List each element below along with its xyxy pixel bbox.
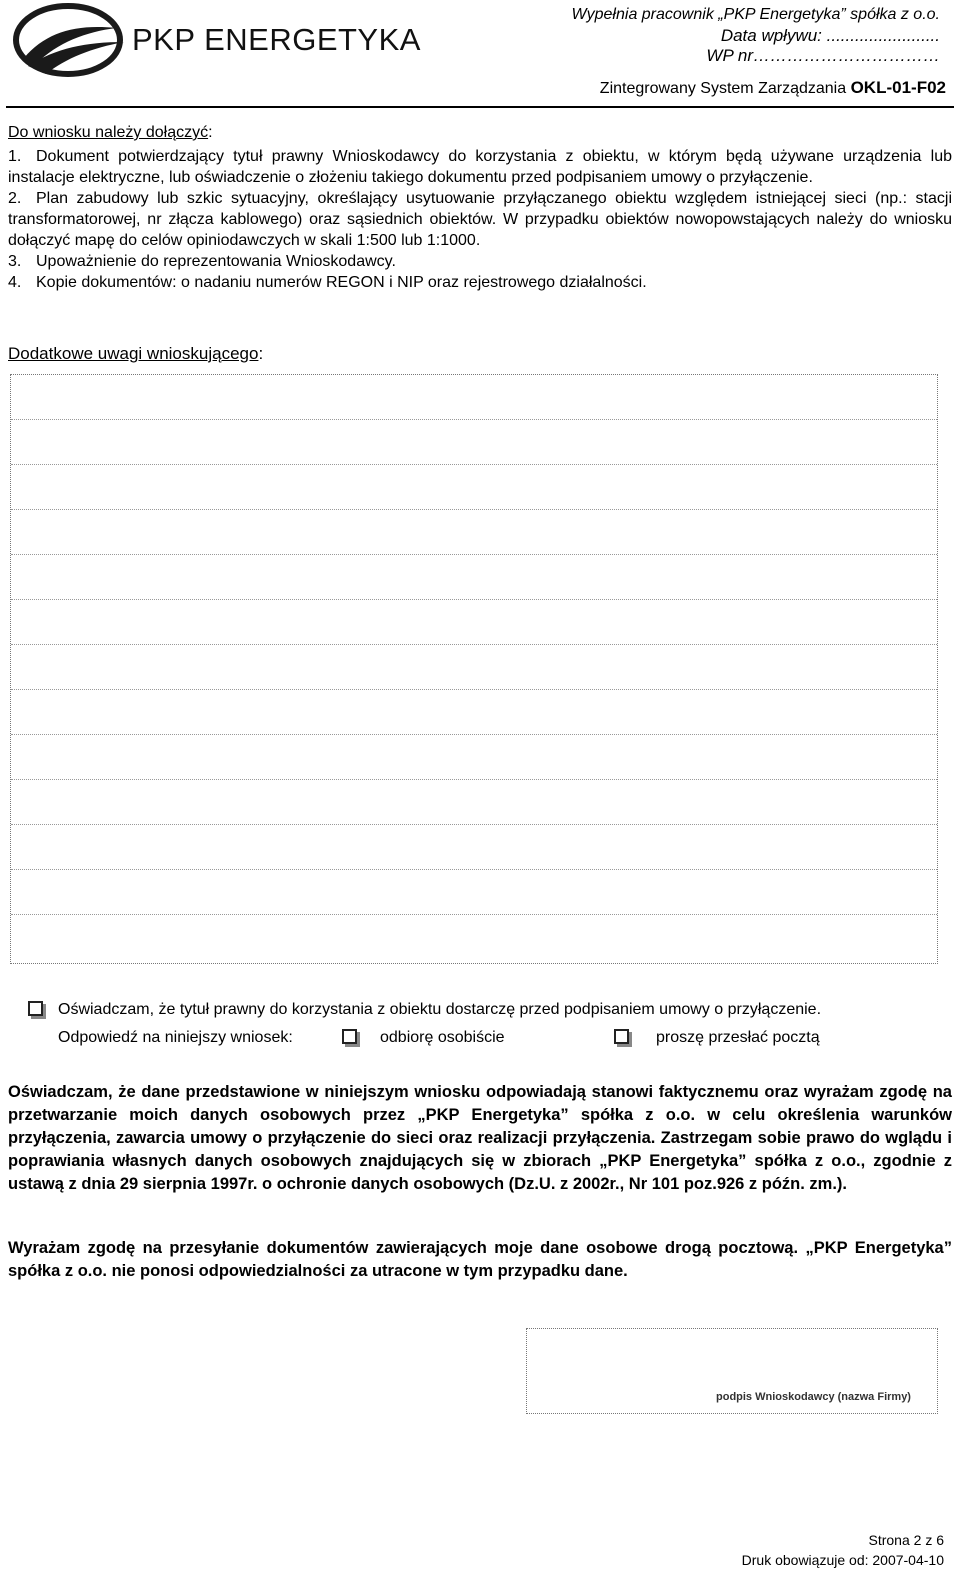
remarks-line — [11, 869, 937, 870]
remarks-textarea[interactable] — [10, 374, 938, 964]
list-item-text: Plan zabudowy lub szkic sytuacyjny, określający usytuowanie przyłączanego obiektu względem istniejącej sieci (np.: stacji transformatorowej, nr złącza kablowego) oraz sąsiednich obiektów. W przypadku obiektów nowopowstających należy do wniosku dołączyć mapę do celów opiniodawczych w skali 1:500 lub 1:1000. — [8, 190, 952, 249]
remarks-line — [11, 599, 937, 600]
remarks-line — [11, 779, 937, 780]
form-code: OKL-01-F02 — [850, 78, 946, 97]
list-item — [8, 146, 952, 188]
pickup-label: odbiorę osobiście — [380, 1029, 505, 1046]
remarks-line — [11, 509, 937, 510]
list-item-number: 4. — [8, 274, 22, 291]
mail-checkbox[interactable] — [614, 1029, 629, 1044]
filled-by-note: Wypełnia pracownik „PKP Energetyka” spółka z o.o. — [571, 6, 940, 23]
attachments-title-text: Do wniosku należy dołączyć — [8, 124, 209, 141]
mail-label: proszę przesłać pocztą — [656, 1029, 820, 1046]
remarks-title-text: Dodatkowe uwagi wnioskującego — [8, 344, 259, 363]
remarks-line — [11, 464, 937, 465]
signature-label: podpis Wnioskodawcy (nazwa Firmy) — [716, 1391, 911, 1403]
list-item-text: Upoważnienie do reprezentowania Wnioskodawcy. — [36, 253, 396, 270]
remarks-line — [11, 824, 937, 825]
remarks-line — [11, 554, 937, 555]
effective-date: Druk obowiązuje od: 2007-04-10 — [741, 1552, 944, 1568]
system-label — [600, 78, 946, 98]
remarks-line — [11, 689, 937, 690]
header-divider — [6, 106, 954, 108]
list-item — [8, 251, 952, 272]
pickup-checkbox[interactable] — [342, 1029, 357, 1044]
title-declaration-checkbox[interactable] — [28, 1001, 43, 1016]
attachments-list — [8, 146, 952, 293]
list-item-number: 2. — [8, 190, 22, 207]
page-number: Strona 2 z 6 — [868, 1532, 944, 1548]
wp-number-field[interactable]: WP nr…………………………… — [706, 46, 940, 65]
remarks-line — [11, 914, 937, 915]
list-item — [8, 188, 952, 251]
response-label: Odpowiedź na niniejszy wniosek: — [58, 1029, 293, 1046]
title-declaration-label: Oświadczam, że tytuł prawny do korzystania z obiektu dostarczę przed podpisaniem umowy o przyłączenie. — [58, 1001, 822, 1018]
list-item-number: 3. — [8, 253, 22, 270]
mail-consent-statement: Wyrażam zgodę na przesyłanie dokumentów zawierających moje dane osobowe drogą pocztową. „PKP Energetyka” spółka z o.o. nie ponosi odpowiedzialności za utracone w tym przypadku dane. — [8, 1239, 952, 1280]
data-processing-statement: Oświadczam, że dane przedstawione w niniejszym wniosku odpowiadają stanowi faktycznemu oraz wyrażam zgodę na przetwarzanie moich danych osobowych przez „PKP Energetyka” spółka z o.o. w celu określenia warunków przyłączenia, zawarcia umowy o przyłączenie do sieci oraz realizacji przyłączenia. Zastrzegam sobie prawo do wglądu i poprawiania własnych danych osobowych znajdujących się w zbiorach „PKP Energetyka” spółka z o.o., zgodnie z ustawą z dnia 29 sierpnia 1997r. o ochronie danych osobowych (Dz.U. z 2002r., Nr 101 poz.926 z późn. zm.). — [8, 1083, 952, 1193]
attachments-title: Do wniosku należy dołączyć: — [8, 124, 213, 141]
remarks-title: Dodatkowe uwagi wnioskującego: — [8, 344, 264, 363]
logo-wordmark: PKP ENERGETYKA — [132, 22, 421, 57]
remarks-line — [11, 419, 937, 420]
remarks-line — [11, 734, 937, 735]
system-label-text: Zintegrowany System Zarządzania — [599, 80, 847, 97]
date-received-field[interactable]: Data wpływu: ........................ — [720, 26, 940, 45]
list-item-text: Kopie dokumentów: o nadaniu numerów REGON i NIP oraz rejestrowego działalności. — [36, 274, 647, 291]
logo-emblem — [16, 6, 124, 74]
list-item-text: Dokument potwierdzający tytuł prawny Wnioskodawcy do korzystania z obiektu, w którym będą używane urządzenia lub instalacje elektryczne, lub oświadczenie o złożeniu takiego dokumentu przed podpisaniem umowy o przyłączenie. — [8, 148, 952, 186]
remarks-line — [11, 644, 937, 645]
list-item-number: 1. — [8, 148, 22, 165]
list-item — [8, 272, 952, 293]
